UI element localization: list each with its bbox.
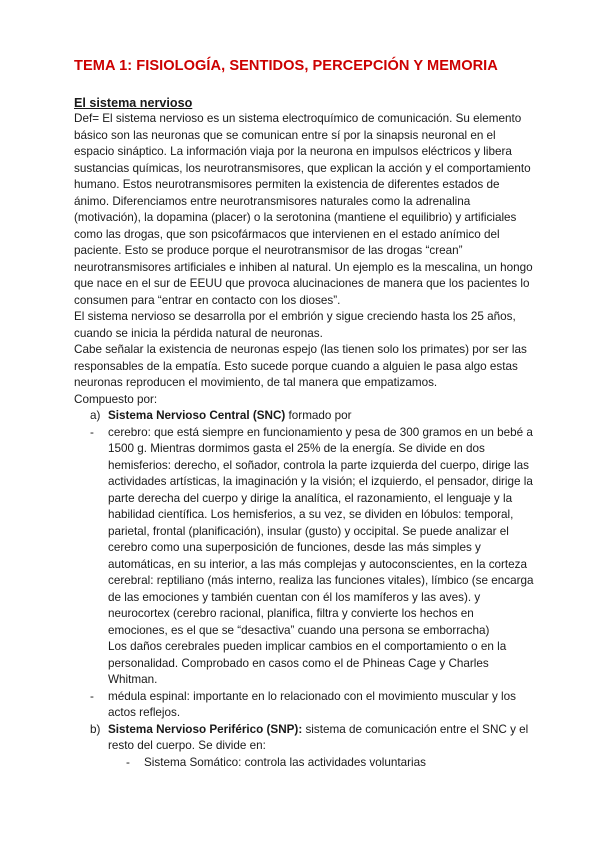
- paragraph-composed-by: Compuesto por:: [74, 392, 158, 406]
- list-item-cerebro: [74, 425, 534, 689]
- snc-heading-rest: formado por: [285, 409, 352, 422]
- nervous-system-list: [74, 408, 534, 771]
- list-item-medula: [74, 689, 534, 722]
- list-marker: a): [90, 409, 101, 422]
- paragraph-mirror-neurons: Cabe señalar la existencia de neuronas espejo (las tienen solo los primates) por ser las responsables de la empatía. Esto sucede porque cuando a alguien le pasa algo estas neuronas reproducen el movimiento, de tal manera que empatizamos.: [74, 343, 527, 389]
- snc-heading: Sistema Nervioso Central (SNC): [108, 409, 286, 422]
- dash-marker: -: [90, 425, 94, 439]
- cerebro-text: cerebro: que está siempre en funcionamiento y pesa de 300 gramos en un bebé a 1500 g. Mientras dormimos gasta el 25% de la energía. Se divide en dos hemisferios: derecho, el soñador, controla la parte izquierda del cuerpo, dirige las actividades artísticas, la imaginación y la visión; el izquierdo, el pensador, dirige la parte derecha del cuerpo y dirige la analítica, el razonamiento, el lenguaje y la habilidad científica. Los hemisferios, a su vez, se dividen en lóbulos: temporal, parietal, frontal (planificación), insular (gusto) y occipital. Se puede analizar el cerebro como una superposición de funciones, desde las más simples y automáticas, en su interior, a las más complejas y autoconscientes, en la corteza cerebral: reptiliano (más interno, realiza las funciones vitales), límbico (se encarga de las emociones y también cuentan con él los mamíferos y las aves). y neurocortex (cerebro racional, planifica, filtra y convierte los hechos en emociones, es el que se “desactiva” cuando una persona se emborracha): [108, 425, 534, 637]
- somatico-text: Sistema Somático: controla las actividades voluntarias: [144, 755, 426, 769]
- snp-heading: Sistema Nervioso Periférico (SNP):: [108, 722, 303, 736]
- list-marker: b): [90, 722, 101, 736]
- medula-text: médula espinal: importante en lo relacionado con el movimiento muscular y los actos reflejos.: [108, 689, 516, 719]
- paragraph-definition: Def= El sistema nervioso es un sistema electroquímico de comunicación. Su elemento básico son las neuronas que se comunican entre sí por la sinapsis neuronal en el espacio sináptico. La información viaja por la neurona en impulsos eléctricos y libera sustancias químicas, los neurotransmisores, que explican la acción y el comportamiento humano. Estos neurotransmisores permiten la existencia de diferentes estados de ánimo. Diferenciamos entre neurotransmisores naturales como la adrenalina (motivación), la dopamina (placer) o la serotonina (mantiene el equilibrio) y artificiales como las drogas, que son psicofármacos que intervienen en el estado anímico del paciente. Esto se produce porque el neurotransmisor de las drogas “crean” neurotransmisores artificiales e inhiben al natural. Un ejemplo es la mescalina, un hongo que nace en el sur de EEUU que provoca alucinaciones de manera que los pacientes lo consumen para “entrar en contacto con los dioses”.: [74, 112, 533, 307]
- list-item-snc: [74, 408, 534, 425]
- dash-marker: -: [90, 689, 94, 703]
- list-item-somatico: [74, 755, 534, 772]
- list-item-snp: [74, 722, 534, 755]
- document-body: [74, 111, 534, 771]
- dash-marker: -: [126, 755, 130, 769]
- snp-heading-rest: sistema de comunicación entre el SNC y el resto del cuerpo. Se divide en:: [108, 722, 529, 752]
- section-heading: El sistema nervioso: [74, 96, 193, 110]
- cerebro-extra-text: Los daños cerebrales pueden implicar cambios en el comportamiento o en la personalidad. Comprobado en casos como el de Phineas Cage y Charles Whitman.: [108, 640, 507, 686]
- paragraph-development: El sistema nervioso se desarrolla por el embrión y sigue creciendo hasta los 25 años, cuando se inicia la pérdida natural de neuronas.: [74, 310, 516, 340]
- document-title: TEMA 1: FISIOLOGÍA, SENTIDOS, PERCEPCIÓN Y MEMORIA: [74, 58, 498, 74]
